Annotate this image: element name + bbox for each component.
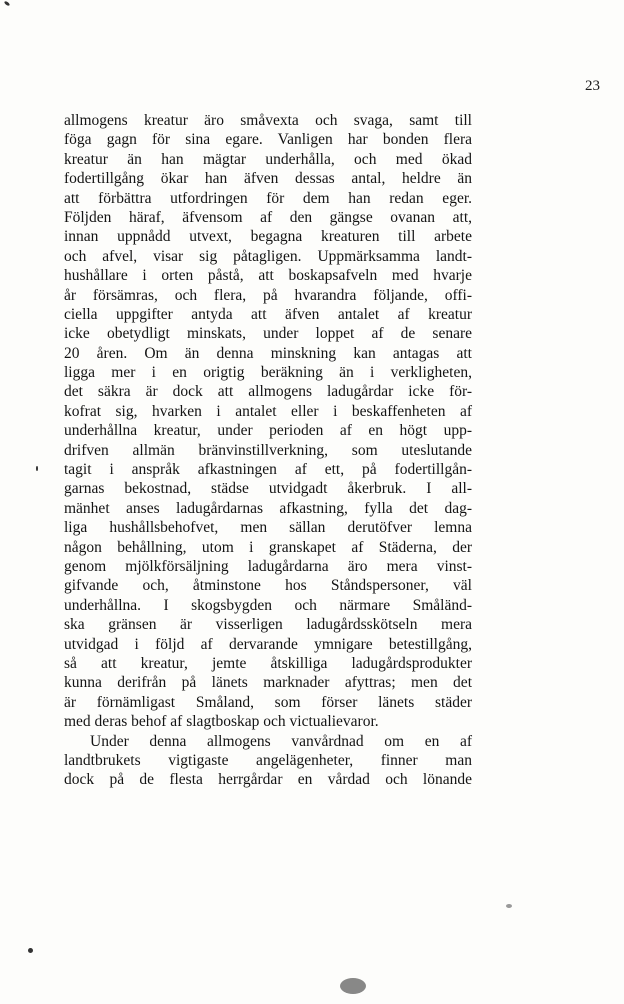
text-line: kunna derifrån på länets marknader afyttras; men det bbox=[64, 674, 472, 692]
text-line: så att kreatur, jemte åtskilliga ladugårdsprodukter bbox=[64, 654, 472, 672]
text-line: 20 åren. Om än denna minskning kan antagas att bbox=[64, 344, 472, 362]
text-line: tagit i anspråk afkastningen af ett, på fodertillgån- bbox=[64, 461, 472, 479]
text-line: föga gagn för sina egare. Vanligen har bonden flera bbox=[64, 131, 472, 149]
text-line: någon behållning, utom i granskapet af Städerna, der bbox=[64, 538, 472, 556]
text-line: ska gränsen är visserligen ladugårdsskötseln mera bbox=[64, 616, 472, 634]
body-text bbox=[64, 111, 472, 790]
text-line: med deras behof af slagtboskap och victualievaror. bbox=[64, 713, 379, 731]
text-line: drifven allmän bränvinstillverkning, som uteslutande bbox=[64, 441, 472, 459]
ink-speck bbox=[506, 904, 512, 908]
text-line: ligga mer i en origtig beräkning än i verkligheten, bbox=[64, 364, 472, 382]
text-line: gifvande och, åtminstone hos Ståndspersoner, väl bbox=[64, 577, 472, 595]
text-line: och afvel, visar sig påtagligen. Uppmärksamma landt- bbox=[64, 247, 472, 265]
text-line: Följden häraf, äfvensom af den gängse ovanan att, bbox=[64, 208, 472, 226]
text-line: ciella uppgifter antyda att äfven antalet af kreatur bbox=[64, 305, 472, 323]
text-line: underhållna. I skogsbygden och närmare Småländ- bbox=[64, 596, 472, 614]
text-line: genom mjölkförsäljning ladugårdarna äro mera vinst- bbox=[64, 557, 472, 575]
text-line: allmogens kreatur äro småvexta och svaga, samt till bbox=[64, 112, 472, 129]
ink-smudge bbox=[340, 978, 366, 994]
text-line: dock på de flesta herrgårdar en vårdad och lönande bbox=[64, 771, 472, 789]
text-line: att förbättra utfordringen för dem han redan eger. bbox=[64, 189, 472, 207]
text-line: innan uppnådd utvext, begagna kreaturen till arbete bbox=[64, 228, 472, 246]
text-line: är förnämligast Småland, som förser länets städer bbox=[64, 693, 472, 711]
text-line: utvidgad i följd af dervarande ymnigare betestillgång, bbox=[64, 635, 472, 653]
text-line: liga hushållsbehofvet, men sällan derutöfver lemna bbox=[64, 519, 472, 537]
text-line: kreatur än han mägtar underhålla, och med ökad bbox=[64, 150, 472, 168]
page-number: 23 bbox=[585, 78, 600, 94]
text-line: fodertillgång ökar han äfven dessas antal, heldre än bbox=[64, 170, 472, 188]
text-line: garnas bekostnad, städse utvidgadt åkerbruk. I all- bbox=[64, 480, 472, 498]
ink-speck bbox=[4, 1, 11, 7]
text-line: icke obetydligt minskats, under loppet af de senare bbox=[64, 325, 472, 343]
text-line: mänhet anses ladugårdarnas afkastning, fylla det dag- bbox=[64, 499, 472, 517]
text-line: kofrat sig, hvarken i antalet eller i beskaffenheten af bbox=[64, 402, 472, 420]
text-line: underhållna kreatur, under perioden af en högt upp- bbox=[64, 422, 472, 440]
text-line: hushållare i orten påstå, att boskapsafveln med hvarje bbox=[64, 267, 472, 285]
ink-speck bbox=[28, 948, 33, 953]
ink-speck bbox=[36, 466, 38, 471]
text-line: landtbrukets vigtigaste angelägenheter, finner man bbox=[64, 751, 472, 769]
text-line: det säkra är dock att allmogens ladugårdar icke för- bbox=[64, 383, 472, 401]
text-line: år försämras, och flera, på hvarandra följande, offi- bbox=[64, 286, 472, 304]
text-line: Under denna allmogens vanvårdnad om en af bbox=[90, 732, 472, 750]
